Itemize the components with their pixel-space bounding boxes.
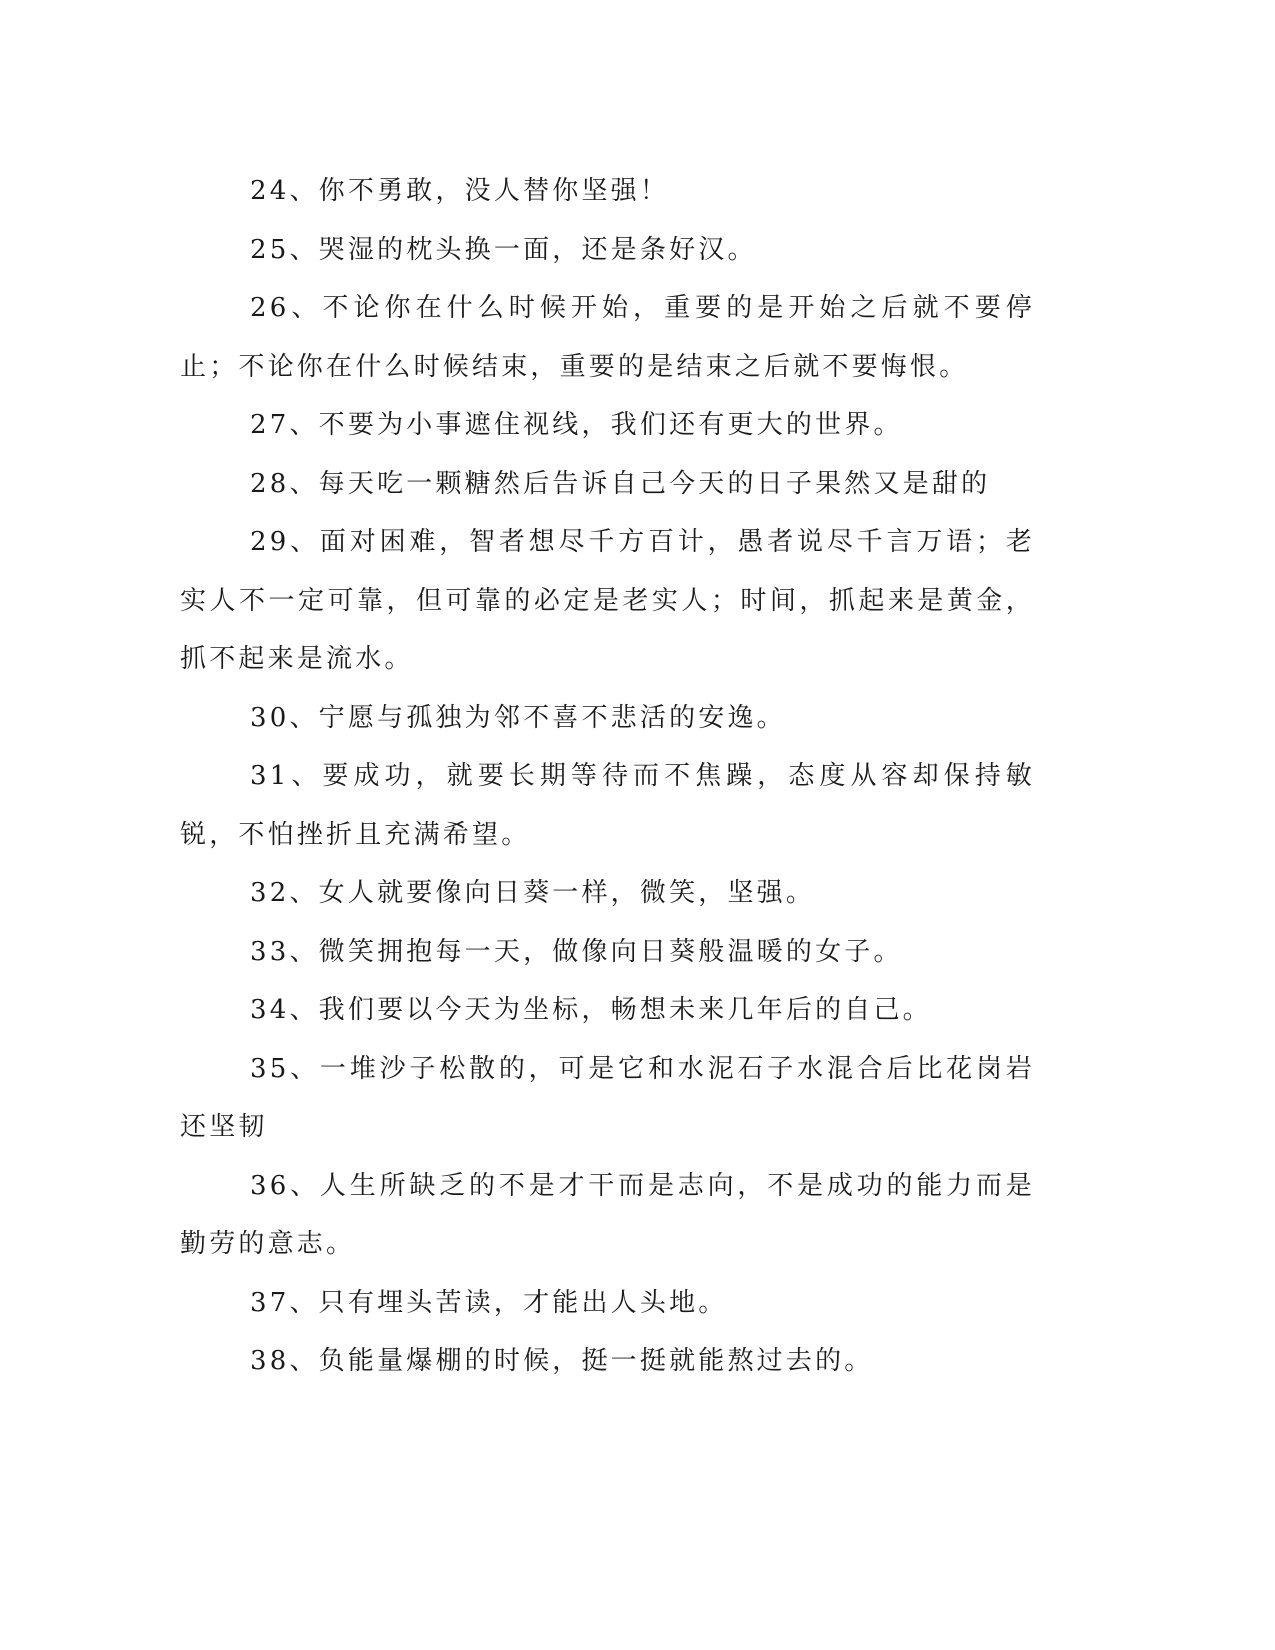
paragraph-33: 33、微笑拥抱每一天，做像向日葵般温暖的女子。	[250, 936, 903, 967]
paragraph-36: 36、人生所缺乏的不是才干而是志向，不是成功的能力而是勤劳的意志。	[180, 1170, 1035, 1259]
paragraph-27: 27、不要为小事遮住视线，我们还有更大的世界。	[250, 410, 903, 440]
paragraph-32: 32、女人就要像向日葵一样，微笑，坚强。	[250, 878, 816, 908]
document-body	[180, 162, 1035, 1391]
paragraph-38: 38、负能量爆棚的时候，挺一挺就能熬过去的。	[250, 1346, 874, 1376]
paragraph-34: 34、我们要以今天为坐标，畅想未来几年后的自己。	[250, 995, 932, 1025]
paragraph-30: 30、宁愿与孤独为邻不喜不悲活的安逸。	[250, 702, 786, 733]
document-page	[180, 0, 1035, 1650]
paragraph-28: 28、每天吃一颗糖然后告诉自己今天的日子果然又是甜的	[250, 468, 991, 499]
paragraph-24: 24、你不勇敢，没人替你坚强！	[250, 176, 670, 206]
paragraph-29: 29、面对困难，智者想尽千方百计，愚者说尽千言万语；老实人不一定可靠，但可靠的必定是老实人；时间，抓起来是黄金，抓不起来是流水。	[180, 527, 1035, 674]
paragraph-35: 35、一堆沙子松散的，可是它和水泥石子水混合后比花岗岩还坚韧	[180, 1053, 1035, 1142]
paragraph-37: 37、只有埋头苦读，才能出人头地。	[250, 1287, 728, 1318]
paragraph-25: 25、哭湿的枕头换一面，还是条好汉。	[250, 234, 757, 265]
paragraph-31: 31、要成功，就要长期等待而不焦躁，态度从容却保持敏锐，不怕挫折且充满希望。	[180, 761, 1035, 850]
paragraph-26: 26、不论你在什么时候开始，重要的是开始之后就不要停止；不论你在什么时候结束，重要的是结束之后就不要悔恨。	[180, 293, 1035, 382]
